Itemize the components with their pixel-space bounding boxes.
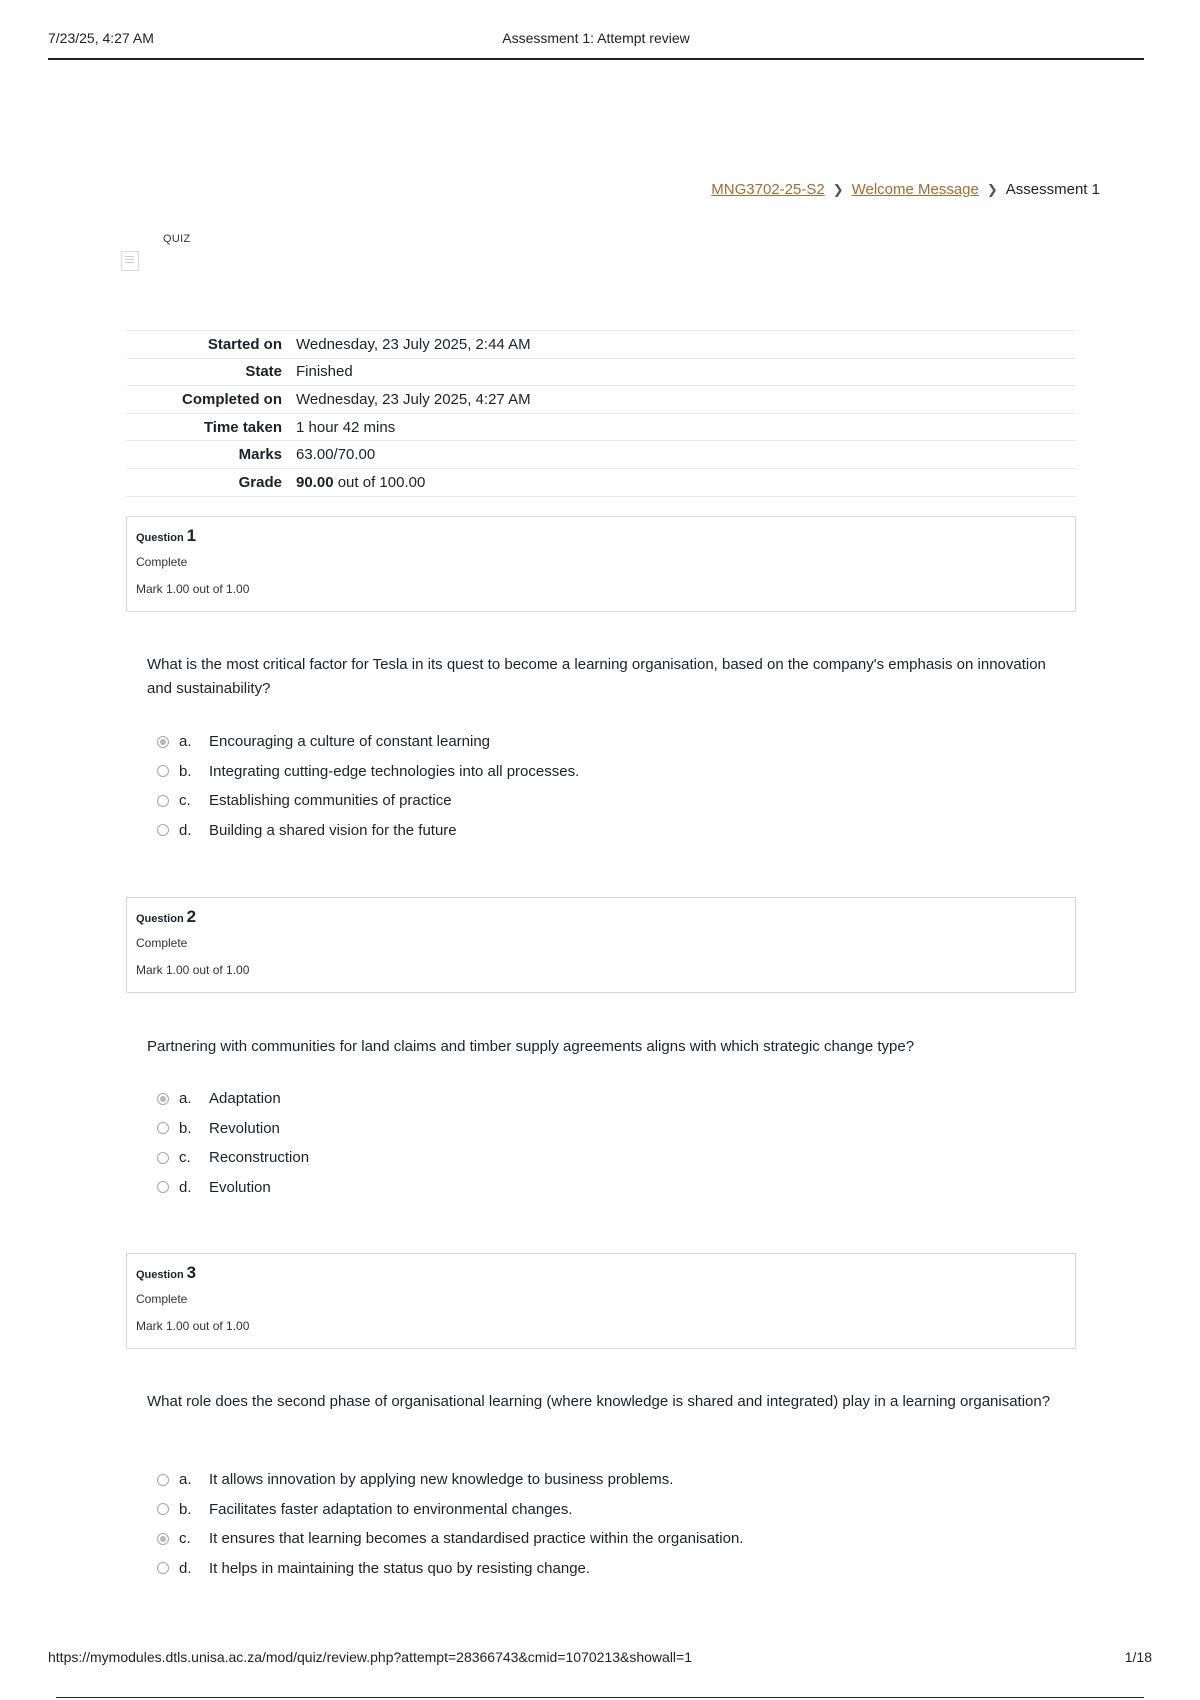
answer-letter: c. [179, 1149, 191, 1167]
answer-letter: a. [179, 1471, 192, 1489]
radio-button[interactable] [157, 795, 169, 807]
footer-divider [56, 1697, 1144, 1698]
answer-option [157, 816, 1017, 846]
radio-button[interactable] [157, 824, 169, 836]
summary-value: Wednesday, 23 July 2025, 4:27 AM [296, 390, 531, 408]
summary-value: 1 hour 42 mins [296, 418, 396, 436]
answer-letter: c. [179, 792, 191, 810]
print-date: 7/23/25, 4:27 AM [48, 30, 154, 46]
attempt-summary-table [126, 330, 1076, 497]
answer-text: It allows innovation by applying new knowledge to business problems. [209, 1471, 674, 1489]
radio-button[interactable] [157, 1181, 169, 1193]
grade-out-of: out of 100.00 [333, 473, 426, 491]
question-number: Question 1 [136, 526, 197, 545]
summary-value: 63.00/70.00 [296, 446, 376, 464]
page-number: 1/18 [1124, 1649, 1152, 1665]
summary-row-completed [126, 386, 1076, 414]
answer-text: Establishing communities of practice [209, 792, 452, 810]
summary-label: Completed on [182, 390, 282, 408]
summary-label: Time taken [203, 418, 282, 436]
radio-button[interactable] [157, 1122, 169, 1134]
answer-list [157, 1084, 1017, 1202]
answer-letter: d. [179, 1178, 192, 1196]
answer-letter: d. [179, 1559, 192, 1577]
answer-text: Building a shared vision for the future [209, 821, 457, 839]
question-mark: Mark 1.00 out of 1.00 [136, 963, 250, 977]
answer-list [157, 727, 1017, 845]
summary-label: State [245, 363, 282, 381]
answer-letter: c. [179, 1530, 191, 1548]
page-url: https://mymodules.dtls.unisa.ac.za/mod/quiz/review.php?attempt=28366743&cmid=1070213&showall=1 [48, 1649, 693, 1665]
summary-value: Wednesday, 23 July 2025, 2:44 AM [296, 335, 531, 353]
question-number: Question 2 [136, 907, 197, 926]
radio-button[interactable] [157, 1093, 169, 1105]
answer-text: Encouraging a culture of constant learning [209, 733, 491, 751]
question-state: Complete [136, 555, 188, 569]
question-text: What role does the second phase of organisational learning (where knowledge is shared and integrated) play in a learning organisation? [147, 1393, 1051, 1410]
answer-option [157, 757, 1017, 787]
grade-value: 90.00 [296, 473, 334, 491]
summary-value [296, 468, 1076, 496]
summary-label: Started on [207, 335, 282, 353]
answer-text: It helps in maintaining the status quo by resisting change. [209, 1559, 591, 1577]
question-info [126, 516, 1076, 612]
question-info [126, 897, 1076, 993]
question-number: Question 3 [136, 1263, 197, 1282]
answer-list [157, 1465, 1017, 1583]
answer-text: Revolution [209, 1119, 280, 1137]
print-footer [48, 1649, 1152, 1665]
question-info [126, 1253, 1076, 1349]
question-text: What is the most critical factor for Tesla in its quest to become a learning organisation, based on the company's emphasis on innovation and sustainability? [147, 656, 1046, 697]
breadcrumb-current: Assessment 1 [1005, 181, 1100, 198]
activity-type-label: QUIZ [163, 233, 191, 245]
answer-letter: b. [179, 1500, 192, 1518]
answer-option [157, 1465, 1017, 1495]
summary-row-grade [126, 468, 1076, 496]
radio-button[interactable] [157, 1152, 169, 1164]
answer-letter: b. [179, 762, 192, 780]
summary-row-marks [126, 441, 1076, 469]
breadcrumb-course-link[interactable]: MNG3702-25-S2 [711, 181, 825, 198]
answer-letter: a. [179, 733, 192, 751]
summary-row-state [126, 358, 1076, 386]
summary-label: Marks [238, 446, 282, 464]
chevron-right-icon: ❯ [832, 181, 844, 197]
answer-option [157, 1143, 1017, 1173]
answer-option [157, 1495, 1017, 1525]
answer-option [157, 1173, 1017, 1203]
answer-option [157, 1084, 1017, 1114]
chevron-right-icon: ❯ [986, 181, 998, 197]
radio-button[interactable] [157, 1533, 169, 1545]
question-state: Complete [136, 1292, 188, 1306]
print-title: Assessment 1: Attempt review [502, 30, 690, 46]
summary-label: Grade [238, 473, 282, 491]
answer-letter: b. [179, 1119, 192, 1137]
answer-text: Integrating cutting-edge technologies into all processes. [209, 762, 580, 780]
breadcrumb-section-link[interactable]: Welcome Message [851, 181, 979, 198]
answer-letter: a. [179, 1090, 192, 1108]
answer-option [157, 1524, 1017, 1554]
summary-row-time-taken [126, 413, 1076, 441]
breadcrumb [711, 181, 1100, 198]
radio-button[interactable] [157, 1562, 169, 1574]
answer-option [157, 1114, 1017, 1144]
answer-text: Adaptation [209, 1090, 281, 1108]
answer-text: It ensures that learning becomes a standardised practice within the organisation. [209, 1530, 744, 1548]
answer-text: Evolution [209, 1178, 271, 1196]
radio-button[interactable] [157, 765, 169, 777]
print-header [48, 30, 1144, 60]
question-mark: Mark 1.00 out of 1.00 [136, 582, 250, 596]
question-state: Complete [136, 936, 188, 950]
radio-button[interactable] [157, 1474, 169, 1486]
answer-letter: d. [179, 821, 192, 839]
answer-text: Reconstruction [209, 1149, 310, 1167]
question-text: Partnering with communities for land claims and timber supply agreements aligns with which strategic change type? [147, 1038, 915, 1055]
answer-option [157, 1554, 1017, 1584]
radio-button[interactable] [157, 736, 169, 748]
answer-text: Facilitates faster adaptation to environmental changes. [209, 1500, 573, 1518]
summary-value: Finished [296, 363, 353, 381]
quiz-icon [121, 251, 139, 271]
summary-row-started [126, 331, 1076, 359]
question-mark: Mark 1.00 out of 1.00 [136, 1319, 250, 1333]
answer-option [157, 786, 1017, 816]
radio-button[interactable] [157, 1503, 169, 1515]
answer-option [157, 727, 1017, 757]
